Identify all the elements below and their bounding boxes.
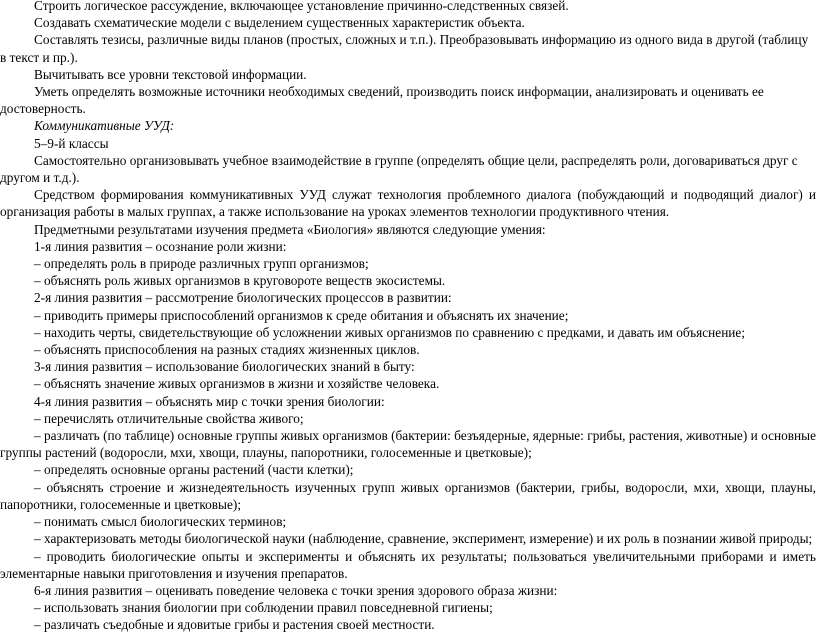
line-4-heading: 4-я линия развития – объяснять мир с точки зрения биологии:: [34, 393, 385, 409]
paragraph-theses-plans: Составлять тезисы, различные виды планов (простых, сложных и т.п.). Преобразовывать информацию из одного вида в другой (таблицу в текст и пр.).: [0, 32, 809, 65]
paragraph-schematic-models: Создавать схематические модели с выделением существенных характеристик объекта.: [34, 15, 525, 31]
paragraph-means-of-formation: Средством формирования коммуникативных УУД служат технология проблемного диалога (побуждающий и подводящий диалог) и организация работы в малых группах, а также использование на уроках элементов технологии продуктивного чтения.: [0, 187, 816, 220]
list-item: – объяснять значение живых организмов в жизни и хозяйстве человека.: [34, 376, 440, 392]
line-6-heading: 6-я линия развития – оценивать поведение человека с точки зрения здорового образа жизни:: [34, 582, 558, 598]
list-item: – различать (по таблице) основные группы живых организмов (бактерии: безъядерные, ядерные: грибы, растения, животные) и основные группы растений (водоросли, мхи, хвощи, плауны, папоротники, голосеменные и цветковые);: [0, 428, 816, 461]
list-item: – находить черты, свидетельствующие об усложнении живых организмов по сравнению с предками, и давать им объяснение;: [34, 324, 746, 340]
line-1-heading: 1-я линия развития – осознание роли жизни:: [34, 238, 287, 254]
paragraph-subject-results: Предметными результатами изучения предмета «Биология» являются следующие умения:: [34, 221, 546, 237]
list-item: – объяснять строение и жизнедеятельность изученных групп живых организмов (бактерии, грибы, водоросли, мхи, хвощи, плауны, папоротники, голосеменные и цветковые);: [0, 479, 816, 512]
list-item: – понимать смысл биологических терминов;: [34, 514, 287, 530]
list-item: – перечислять отличительные свойства живого;: [34, 410, 304, 426]
list-item: – различать съедобные и ядовитые грибы и растения своей местности.: [34, 617, 435, 633]
list-item: – проводить биологические опыты и эксперименты и объяснять их результаты; пользоваться увеличительными приборами и иметь элементарные навыки приготовления и изучения препаратов.: [0, 548, 816, 581]
list-item: – приводить примеры приспособлений организмов к среде обитания и объяснять их значение;: [34, 307, 569, 323]
list-item: – объяснять приспособления на разных стадиях жизненных циклов.: [34, 342, 420, 358]
paragraph-text-levels: Вычитывать все уровни текстовой информации.: [34, 66, 307, 82]
list-item: – использовать знания биологии при соблюдении правил повседневной гигиены;: [34, 600, 493, 616]
list-item: – определять основные органы растений (части клетки);: [34, 462, 354, 478]
paragraph-grades: 5–9-й классы: [34, 135, 109, 151]
list-item: – характеризовать методы биологической науки (наблюдение, сравнение, эксперимент, измерение) и их роль в познании живой природы;: [34, 531, 813, 547]
paragraph-logical-reasoning: Строить логическое рассуждение, включающее установление причинно-следственных связей.: [34, 0, 569, 13]
line-3-heading: 3-я линия развития – использование биологических знаний в быту:: [34, 359, 415, 375]
heading-communicative-uud: Коммуникативные УУД:: [34, 118, 175, 134]
list-item: – определять роль в природе различных групп организмов;: [34, 256, 369, 272]
paragraph-information-sources: Уметь определять возможные источники необходимых сведений, производить поиск информации, анализировать и оценивать ее достоверность.: [0, 84, 764, 117]
line-2-heading: 2-я линия развития – рассмотрение биологических процессов в развитии:: [34, 290, 452, 306]
paragraph-group-interaction: Самостоятельно организовывать учебное взаимодействие в группе (определять общие цели, распределять роли, договариваться друг с другом и т.д.).: [0, 152, 798, 186]
list-item: – объяснять роль живых организмов в круговороте веществ экосистемы.: [34, 273, 446, 289]
